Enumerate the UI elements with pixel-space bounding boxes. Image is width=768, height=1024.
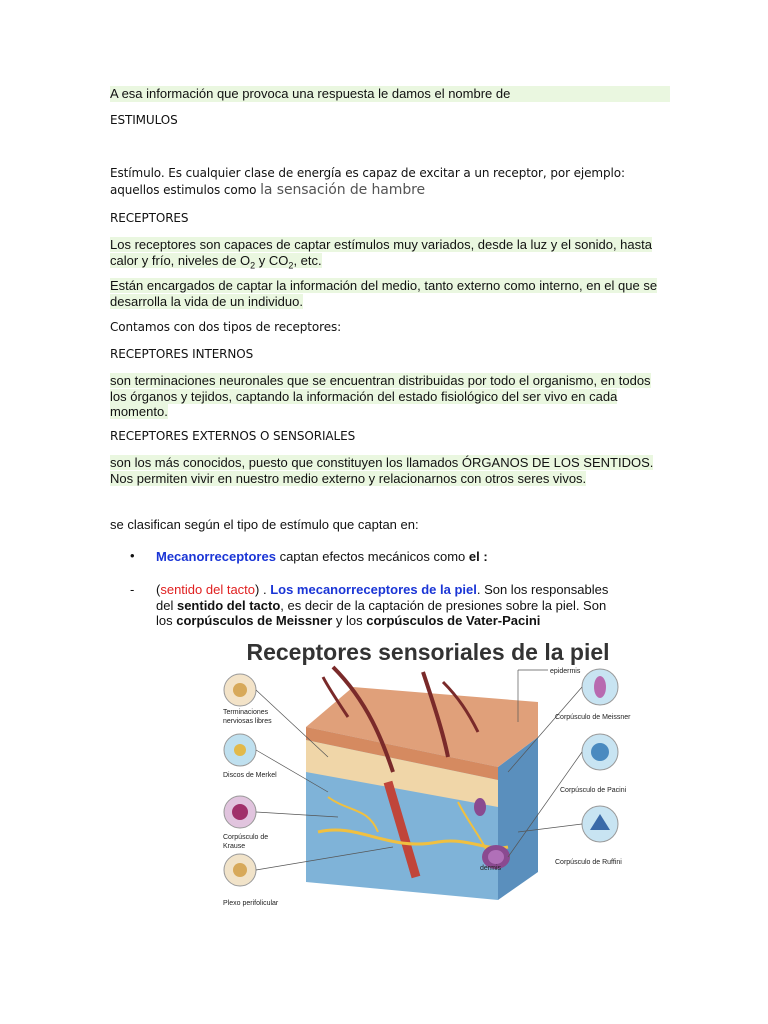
sentido-tacto-red: sentido del tacto bbox=[160, 582, 256, 597]
mecanorreceptores-el: el : bbox=[468, 549, 488, 564]
internos-paragraph: son terminaciones neuronales que se encuentran distribuidas por todo el organismo, en todos los órganos y tejidos, captando la información del estado fisiológico del ser vivo en cada momento. bbox=[110, 373, 651, 419]
co2-subscript: 2 bbox=[288, 260, 294, 271]
label-meissner: Corpúsculo de Meissner bbox=[555, 714, 631, 721]
bullet-mark: • bbox=[130, 548, 135, 563]
estimulo-definition: . Es cualquier clase de energía es capaz de excitar a un receptor, por ejemplo: aquellos estimulos como bbox=[110, 166, 625, 197]
label-pacini: Corpúsculo de Pacini bbox=[560, 787, 627, 794]
mecanorreceptores-piel: Los mecanorreceptores de la piel bbox=[270, 582, 477, 597]
heading-receptores: RECEPTORES bbox=[110, 211, 189, 225]
right-receptor-icons bbox=[582, 669, 618, 842]
receptores-text-b: y CO bbox=[255, 252, 289, 268]
label-ruffini: Corpúsculo de Ruffini bbox=[555, 859, 622, 866]
left-receptor-icons bbox=[224, 674, 256, 886]
o2-subscript: 2 bbox=[250, 260, 256, 271]
label-libres-1: Terminaciones bbox=[223, 709, 269, 716]
receptores-paragraph-2: Están encargados de captar la información del medio, tanto externo como interno, en el que se desarrolla la vida de un individuo. bbox=[110, 278, 658, 309]
receptores-text-a: Los receptores son capaces de captar estímulos muy variados, desde la luz y el sonido, hasta calor y frío, niveles de O bbox=[110, 237, 652, 268]
label-krause-1: Corpúsculo de bbox=[223, 834, 269, 841]
mecanorreceptores-item bbox=[156, 549, 656, 565]
label-krause-2: Krause bbox=[223, 843, 246, 850]
estimulo-paragraph bbox=[110, 165, 670, 199]
estimulo-term: Estímulo bbox=[110, 166, 161, 180]
externos-paragraph: son los más conocidos, puesto que constituyen los llamados ÓRGANOS DE LOS SENTIDOS. Nos permiten vivir en nuestro medio externo y relacionarnos con otros seres vivos. bbox=[110, 455, 654, 486]
tacto-paragraph: (sentido del tacto) . Los mecanorreceptores de la piel. Son los responsables del sentido del tacto, es decir de la captación de presiones sobre la piel. Son los corpúsculos de Meissner y los corpúsculos de Vater-Pacini bbox=[156, 582, 609, 628]
estimulo-example: la sensación de hambre bbox=[260, 182, 425, 198]
skin-block-illustration bbox=[306, 667, 538, 900]
mecanorreceptores-term: Mecanorreceptores bbox=[156, 549, 276, 564]
label-plexo: Plexo perifolicular bbox=[223, 900, 279, 907]
skin-receptors-figure bbox=[218, 632, 648, 912]
heading-externos: RECEPTORES EXTERNOS O SENSORIALES bbox=[110, 429, 356, 443]
mecanorreceptores-text: captan efectos mecánicos como bbox=[275, 549, 469, 564]
heading-estimulos: ESTIMULOS bbox=[110, 113, 178, 127]
receptores-text-c: , etc. bbox=[293, 252, 322, 268]
receptores-paragraph-1 bbox=[110, 237, 670, 274]
dash-mark: - bbox=[130, 582, 135, 597]
intro-line: A esa información que provoca una respuesta le damos el nombre de bbox=[110, 86, 670, 102]
figure-title: Receptores sensoriales de la piel bbox=[246, 639, 610, 665]
clasifican-line: se clasifican según el tipo de estímulo que captan en: bbox=[110, 517, 419, 532]
label-dermis: dermis bbox=[480, 865, 502, 872]
label-epidermis: epidermis bbox=[550, 668, 581, 675]
tipos-line: Contamos con dos tipos de receptores: bbox=[110, 320, 342, 334]
label-libres-2: nerviosas libres bbox=[223, 718, 272, 725]
label-merkel: Discos de Merkel bbox=[223, 772, 277, 779]
heading-internos: RECEPTORES INTERNOS bbox=[110, 347, 254, 361]
